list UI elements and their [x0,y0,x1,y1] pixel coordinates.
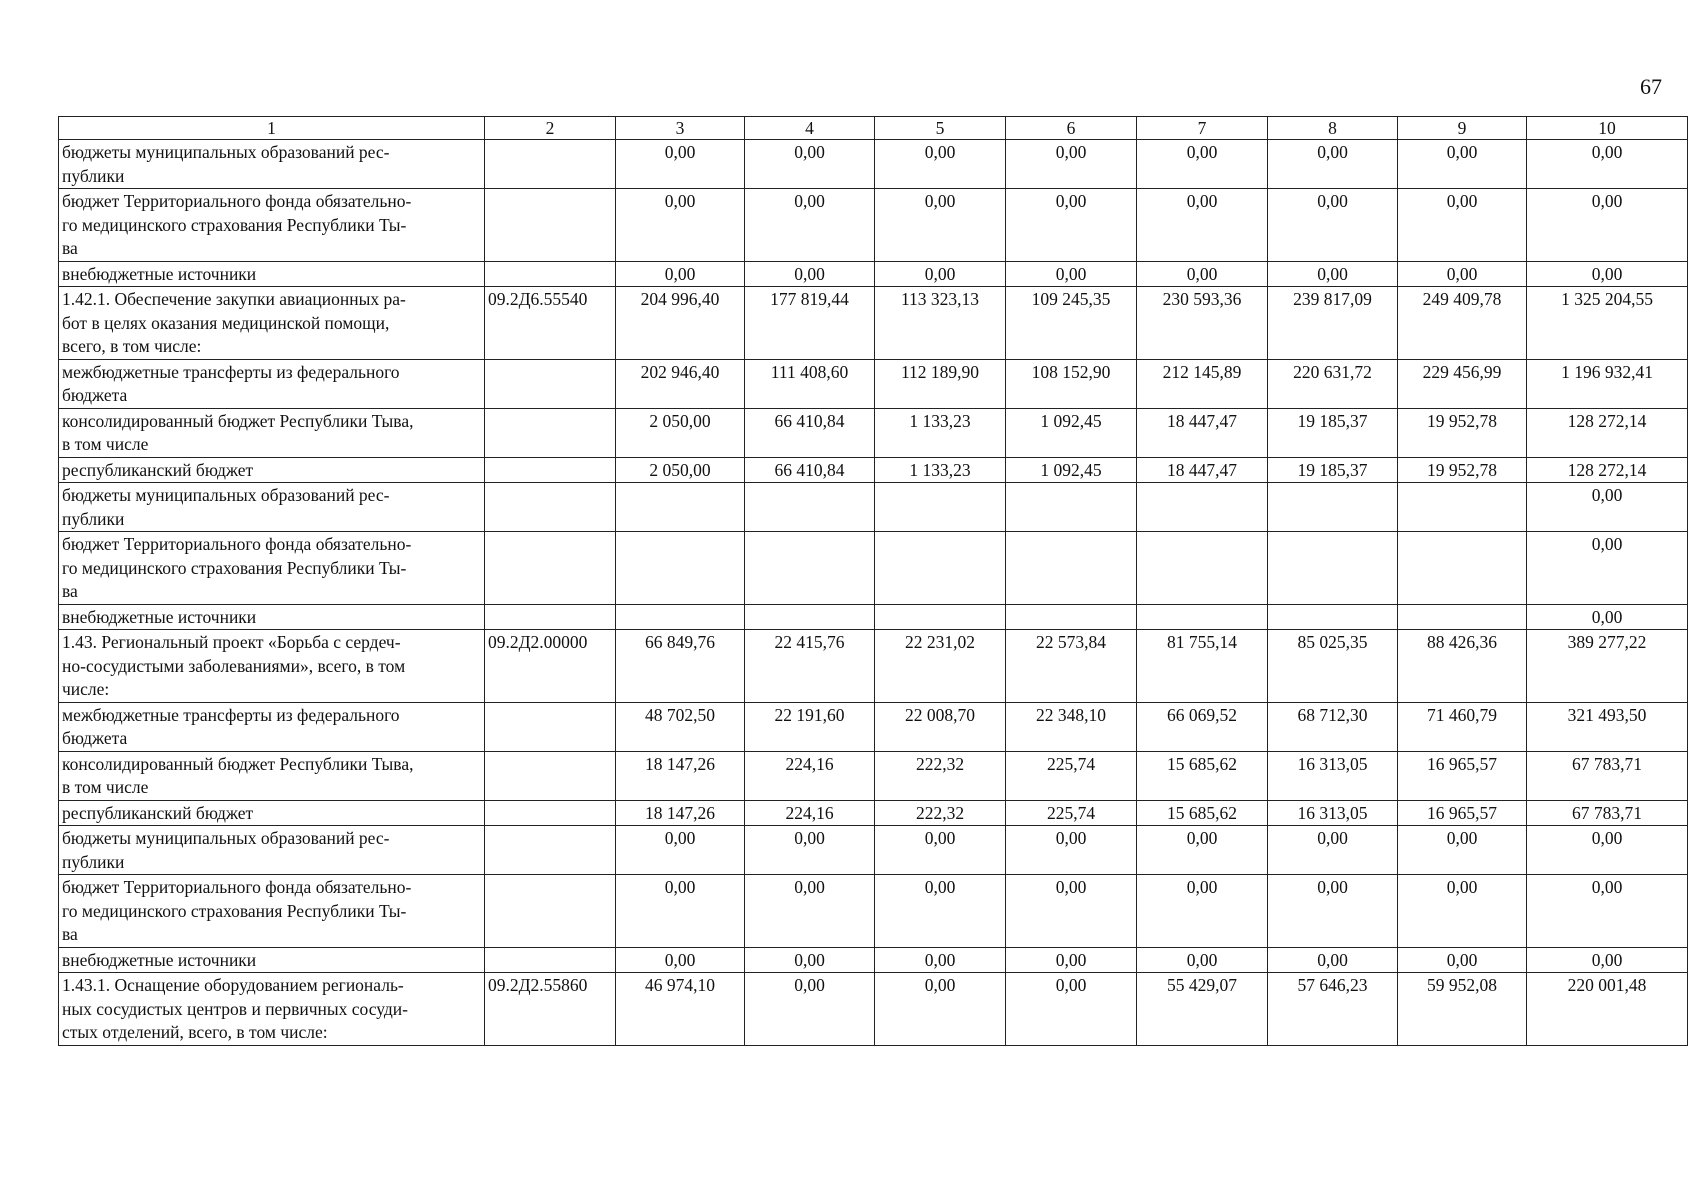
amount-cell: 0,00 [1527,604,1688,630]
column-number: 4 [745,117,875,140]
table-row [59,973,1688,1046]
row-description: бюджеты муниципальных образований рес- публики [59,483,485,532]
amount-cell: 0,00 [1006,261,1137,287]
amount-cell: 22 415,76 [745,630,875,703]
row-description: бюджет Территориального фонда обязательно- го медицинского страхования Республики Ты- ва [59,532,485,605]
table-row [59,875,1688,948]
table-row [59,800,1688,826]
amount-cell: 67 783,71 [1527,751,1688,800]
column-number: 6 [1006,117,1137,140]
amount-cell: 22 191,60 [745,702,875,751]
row-description: республиканский бюджет [59,457,485,483]
amount-cell [875,532,1006,605]
amount-cell: 0,00 [875,826,1006,875]
amount-cell: 0,00 [616,826,745,875]
amount-cell: 224,16 [745,800,875,826]
amount-cell: 0,00 [745,826,875,875]
table-row [59,140,1688,189]
amount-cell: 204 996,40 [616,287,745,360]
table-row [59,630,1688,703]
amount-cell: 1 133,23 [875,408,1006,457]
amount-cell [616,532,745,605]
budget-code [485,800,616,826]
column-number: 1 [59,117,485,140]
amount-cell [616,483,745,532]
amount-cell [1137,483,1268,532]
amount-cell: 321 493,50 [1527,702,1688,751]
amount-cell: 0,00 [1268,947,1398,973]
amount-cell: 2 050,00 [616,457,745,483]
amount-cell: 19 952,78 [1398,408,1527,457]
table-row [59,604,1688,630]
budget-code [485,875,616,948]
amount-cell [1137,532,1268,605]
amount-cell: 59 952,08 [1398,973,1527,1046]
amount-cell: 0,00 [1268,826,1398,875]
amount-cell: 66 410,84 [745,408,875,457]
amount-cell: 0,00 [745,140,875,189]
amount-cell: 225,74 [1006,751,1137,800]
amount-cell: 1 196 932,41 [1527,359,1688,408]
amount-cell: 225,74 [1006,800,1137,826]
column-number: 8 [1268,117,1398,140]
amount-cell [745,604,875,630]
column-number-row [59,117,1688,140]
row-description: консолидированный бюджет Республики Тыва, в том числе [59,751,485,800]
amount-cell: 15 685,62 [1137,800,1268,826]
amount-cell: 239 817,09 [1268,287,1398,360]
amount-cell: 0,00 [1398,140,1527,189]
amount-cell: 0,00 [1268,189,1398,262]
amount-cell: 0,00 [1527,483,1688,532]
amount-cell [1268,483,1398,532]
budget-code: 09.2Д2.55860 [485,973,616,1046]
table-row [59,287,1688,360]
amount-cell [745,483,875,532]
amount-cell: 224,16 [745,751,875,800]
amount-cell: 109 245,35 [1006,287,1137,360]
amount-cell [745,532,875,605]
amount-cell: 0,00 [745,947,875,973]
amount-cell: 222,32 [875,751,1006,800]
amount-cell: 19 185,37 [1268,457,1398,483]
table-row [59,189,1688,262]
amount-cell: 108 152,90 [1006,359,1137,408]
amount-cell: 222,32 [875,800,1006,826]
amount-cell: 0,00 [1006,140,1137,189]
amount-cell: 0,00 [1398,947,1527,973]
column-number: 9 [1398,117,1527,140]
amount-cell: 0,00 [1398,189,1527,262]
amount-cell: 0,00 [1527,189,1688,262]
row-description: внебюджетные источники [59,604,485,630]
amount-cell: 18 147,26 [616,800,745,826]
amount-cell: 112 189,90 [875,359,1006,408]
amount-cell: 1 092,45 [1006,408,1137,457]
amount-cell: 0,00 [1137,140,1268,189]
row-description: республиканский бюджет [59,800,485,826]
amount-cell: 57 646,23 [1268,973,1398,1046]
budget-code [485,189,616,262]
amount-cell: 0,00 [1006,947,1137,973]
amount-cell: 0,00 [1398,875,1527,948]
amount-cell: 1 092,45 [1006,457,1137,483]
amount-cell: 249 409,78 [1398,287,1527,360]
amount-cell: 67 783,71 [1527,800,1688,826]
amount-cell: 0,00 [1527,261,1688,287]
amount-cell [1006,604,1137,630]
amount-cell: 0,00 [1398,826,1527,875]
column-number: 10 [1527,117,1688,140]
amount-cell: 18 147,26 [616,751,745,800]
amount-cell [1268,604,1398,630]
table-row [59,359,1688,408]
budget-code [485,702,616,751]
column-number: 7 [1137,117,1268,140]
amount-cell: 66 069,52 [1137,702,1268,751]
amount-cell: 0,00 [1527,532,1688,605]
amount-cell: 0,00 [875,947,1006,973]
table-row [59,457,1688,483]
amount-cell [1398,483,1527,532]
amount-cell: 230 593,36 [1137,287,1268,360]
amount-cell: 0,00 [1006,189,1137,262]
amount-cell: 0,00 [1137,875,1268,948]
row-description: 1.43. Региональный проект «Борьба с сердеч- но-сосудистыми заболеваниями», всего, в том числе: [59,630,485,703]
amount-cell: 0,00 [875,140,1006,189]
amount-cell: 0,00 [1527,875,1688,948]
amount-cell: 128 272,14 [1527,457,1688,483]
row-description: внебюджетные источники [59,261,485,287]
amount-cell [1006,483,1137,532]
amount-cell: 22 573,84 [1006,630,1137,703]
row-description: 1.42.1. Обеспечение закупки авиационных ра- бот в целях оказания медицинской помощи, всего, в том числе: [59,287,485,360]
row-description: межбюджетные трансферты из федерального бюджета [59,359,485,408]
budget-table [58,116,1688,1046]
amount-cell: 0,00 [875,875,1006,948]
amount-cell: 22 348,10 [1006,702,1137,751]
row-description: бюджеты муниципальных образований рес- публики [59,826,485,875]
amount-cell [616,604,745,630]
row-description: бюджеты муниципальных образований рес- публики [59,140,485,189]
row-description: бюджет Территориального фонда обязательно- го медицинского страхования Республики Ты- ва [59,875,485,948]
budget-code [485,261,616,287]
amount-cell: 113 323,13 [875,287,1006,360]
amount-cell: 1 133,23 [875,457,1006,483]
amount-cell: 220 631,72 [1268,359,1398,408]
amount-cell [1137,604,1268,630]
amount-cell: 0,00 [616,189,745,262]
amount-cell: 229 456,99 [1398,359,1527,408]
budget-code [485,751,616,800]
amount-cell: 22 008,70 [875,702,1006,751]
amount-cell: 0,00 [875,189,1006,262]
amount-cell: 15 685,62 [1137,751,1268,800]
amount-cell: 0,00 [1527,140,1688,189]
amount-cell: 0,00 [1527,826,1688,875]
amount-cell: 0,00 [616,261,745,287]
amount-cell [1398,604,1527,630]
table-row [59,483,1688,532]
amount-cell: 88 426,36 [1398,630,1527,703]
budget-code: 09.2Д6.55540 [485,287,616,360]
amount-cell: 0,00 [616,947,745,973]
amount-cell [1268,532,1398,605]
amount-cell [875,604,1006,630]
amount-cell: 48 702,50 [616,702,745,751]
amount-cell: 0,00 [1137,826,1268,875]
budget-code [485,826,616,875]
amount-cell: 111 408,60 [745,359,875,408]
amount-cell [875,483,1006,532]
amount-cell: 81 755,14 [1137,630,1268,703]
amount-cell: 85 025,35 [1268,630,1398,703]
table-row [59,751,1688,800]
amount-cell: 1 325 204,55 [1527,287,1688,360]
row-description: бюджет Территориального фонда обязательно- го медицинского страхования Республики Ты- ва [59,189,485,262]
amount-cell: 68 712,30 [1268,702,1398,751]
amount-cell: 177 819,44 [745,287,875,360]
amount-cell: 212 145,89 [1137,359,1268,408]
amount-cell: 0,00 [1268,140,1398,189]
amount-cell: 0,00 [745,189,875,262]
amount-cell: 0,00 [1268,875,1398,948]
budget-code [485,947,616,973]
amount-cell: 2 050,00 [616,408,745,457]
amount-cell: 0,00 [1006,973,1137,1046]
budget-code [485,604,616,630]
table-row [59,947,1688,973]
amount-cell: 0,00 [616,140,745,189]
amount-cell: 0,00 [1137,947,1268,973]
budget-code [485,457,616,483]
amount-cell: 0,00 [616,875,745,948]
amount-cell: 16 313,05 [1268,751,1398,800]
amount-cell: 0,00 [1527,947,1688,973]
amount-cell: 0,00 [1398,261,1527,287]
column-number: 2 [485,117,616,140]
row-description: межбюджетные трансферты из федерального бюджета [59,702,485,751]
amount-cell: 66 849,76 [616,630,745,703]
table-row [59,532,1688,605]
amount-cell: 71 460,79 [1398,702,1527,751]
budget-code: 09.2Д2.00000 [485,630,616,703]
budget-code [485,359,616,408]
column-number: 5 [875,117,1006,140]
amount-cell: 0,00 [745,973,875,1046]
amount-cell: 16 965,57 [1398,800,1527,826]
table-row [59,702,1688,751]
amount-cell: 16 313,05 [1268,800,1398,826]
amount-cell: 0,00 [1137,261,1268,287]
amount-cell: 220 001,48 [1527,973,1688,1046]
amount-cell: 18 447,47 [1137,408,1268,457]
budget-code [485,408,616,457]
amount-cell: 128 272,14 [1527,408,1688,457]
budget-code [485,140,616,189]
amount-cell: 55 429,07 [1137,973,1268,1046]
amount-cell: 0,00 [745,875,875,948]
table-row [59,826,1688,875]
amount-cell: 0,00 [875,973,1006,1046]
amount-cell: 18 447,47 [1137,457,1268,483]
amount-cell: 19 952,78 [1398,457,1527,483]
row-description: консолидированный бюджет Республики Тыва, в том числе [59,408,485,457]
budget-code [485,532,616,605]
budget-code [485,483,616,532]
table-row [59,408,1688,457]
amount-cell: 0,00 [1137,189,1268,262]
amount-cell: 0,00 [1268,261,1398,287]
amount-cell: 16 965,57 [1398,751,1527,800]
amount-cell: 19 185,37 [1268,408,1398,457]
amount-cell: 0,00 [745,261,875,287]
amount-cell: 66 410,84 [745,457,875,483]
page-number: 67 [1640,74,1662,99]
table-row [59,261,1688,287]
amount-cell: 46 974,10 [616,973,745,1046]
amount-cell: 389 277,22 [1527,630,1688,703]
amount-cell: 0,00 [1006,826,1137,875]
amount-cell: 202 946,40 [616,359,745,408]
amount-cell [1398,532,1527,605]
column-number: 3 [616,117,745,140]
row-description: внебюджетные источники [59,947,485,973]
amount-cell: 22 231,02 [875,630,1006,703]
row-description: 1.43.1. Оснащение оборудованием региональ- ных сосудистых центров и первичных сосуди- стых отделений, всего, в том числе: [59,973,485,1046]
amount-cell [1006,532,1137,605]
amount-cell: 0,00 [1006,875,1137,948]
amount-cell: 0,00 [875,261,1006,287]
